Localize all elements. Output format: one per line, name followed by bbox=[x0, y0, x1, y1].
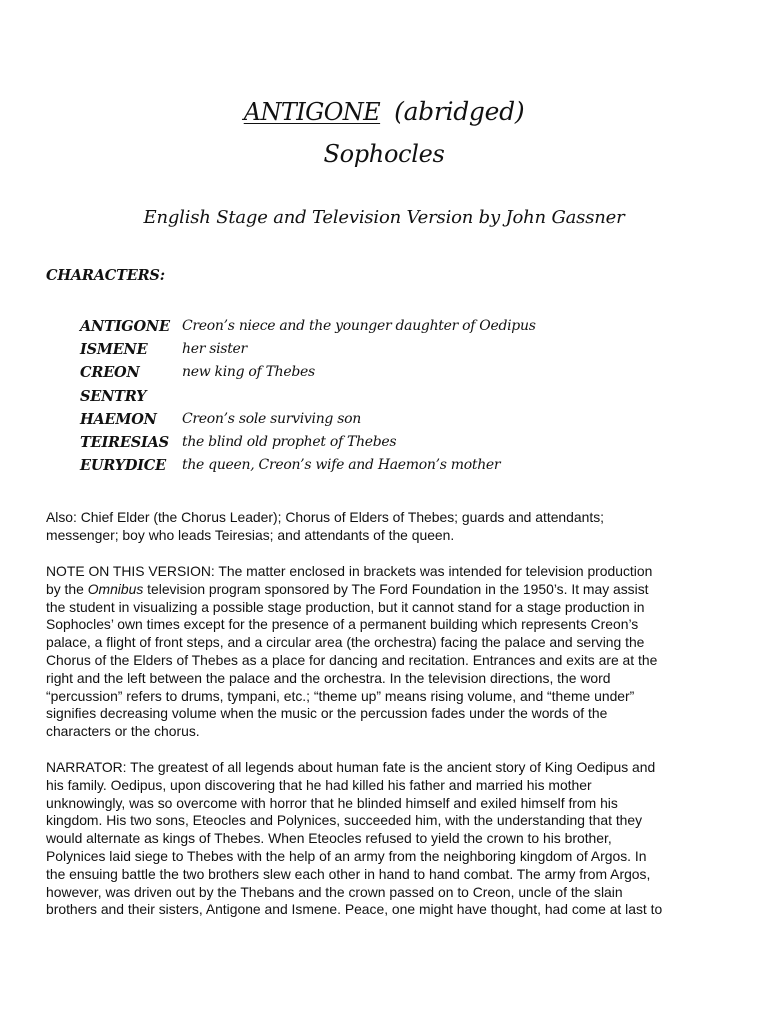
paragraph-line: brothers and their sisters, Antigone and Ismene. Peace, one might have thought, had come at last to bbox=[46, 901, 663, 918]
paragraph-line: messenger; boy who leads Teiresias; and attendants of the queen. bbox=[46, 526, 455, 543]
program-name: Omnibus bbox=[87, 580, 144, 597]
note-text-segment: television program sponsored by The Ford Foundation in the 1950’s. It may assist bbox=[143, 580, 649, 597]
character-row bbox=[80, 434, 720, 457]
paragraph-line: characters or the chorus. bbox=[46, 723, 200, 740]
paragraph-line: “percussion” refers to drums, tympani, etc.; “theme up” means rising volume, and “theme under” bbox=[46, 687, 635, 704]
paragraph-line: Chorus of the Elders of Thebes as a place for dancing and recitation. Entrances and exits are at the bbox=[46, 651, 658, 668]
character-list bbox=[80, 318, 720, 480]
version-credit: English Stage and Television Version by John Gassner bbox=[143, 207, 625, 228]
paragraph-line: unknowingly, was so overcome with horror that he blinded himself and exiled himself from his bbox=[46, 794, 618, 811]
note-paragraph bbox=[46, 563, 730, 741]
paragraph-line: however, was driven out by the Thebans and the crown passed on to Creon, uncle of the slain bbox=[46, 883, 623, 900]
character-row bbox=[80, 388, 720, 411]
character-name: EURYDICE bbox=[80, 457, 167, 475]
characters-heading: CHARACTERS: bbox=[46, 267, 165, 284]
title-line bbox=[0, 97, 768, 127]
character-description: her sister bbox=[182, 341, 247, 358]
character-name: HAEMON bbox=[80, 410, 157, 428]
character-name: ISMENE bbox=[80, 341, 148, 359]
paragraph-line: Polynices laid siege to Thebes with the help of an army from the neighboring kingdom of Argos. In bbox=[46, 847, 647, 864]
narrator-paragraph bbox=[46, 759, 730, 919]
paragraph-line: right and the left between the palace and the orchestra. In the television directions, the word bbox=[46, 669, 611, 686]
character-row bbox=[80, 341, 720, 364]
character-description: the blind old prophet of Thebes bbox=[182, 433, 397, 450]
title-suffix: (abridged) bbox=[394, 97, 525, 126]
paragraph-line: kingdom. His two sons, Eteocles and Polynices, succeeded him, with the understanding that they bbox=[46, 812, 643, 829]
character-row bbox=[80, 364, 720, 387]
play-title: ANTIGONE bbox=[243, 98, 381, 126]
character-name: CREON bbox=[80, 364, 140, 382]
character-name: SENTRY bbox=[80, 387, 147, 405]
character-row bbox=[80, 411, 720, 434]
paragraph-line: Also: Chief Elder (the Chorus Leader); Chorus of Elders of Thebes; guards and attendants; bbox=[46, 509, 604, 525]
character-name: ANTIGONE bbox=[80, 318, 170, 335]
paragraph-line: would alternate as kings of Thebes. When Eteocles refused to yield the crown to his brother, bbox=[46, 830, 612, 847]
character-row bbox=[80, 318, 720, 341]
character-description: the queen, Creon’s wife and Haemon’s mother bbox=[182, 457, 501, 474]
paragraph-line: the student in visualizing a possible stage production, but it cannot stand for a stage production in bbox=[46, 598, 645, 615]
paragraph-line: signifies decreasing volume when the music or the percussion fades under the words of the bbox=[46, 705, 608, 722]
author-name: Sophocles bbox=[323, 140, 445, 168]
character-description: Creon’s sole surviving son bbox=[182, 410, 361, 427]
paragraph-line: palace, a flight of front steps, and a circular area (the orchestra) facing the palace and serving the bbox=[46, 634, 645, 651]
paragraph-line: NOTE ON THIS VERSION: The matter enclosed in brackets was intended for television production bbox=[46, 563, 653, 579]
also-paragraph bbox=[46, 509, 730, 545]
paragraph-line bbox=[46, 581, 730, 599]
paragraph-line: his family. Oedipus, upon discovering that he had killed his father and married his mother bbox=[46, 776, 592, 793]
paragraph-line: NARRATOR: The greatest of all legends about human fate is the ancient story of King Oedipus and bbox=[46, 759, 656, 775]
character-description: Creon’s niece and the younger daughter of Oedipus bbox=[182, 318, 536, 334]
character-name: TEIRESIAS bbox=[80, 433, 169, 451]
paragraph-line: Sophocles’ own times except for the presence of a permanent building which represents Creon’s bbox=[46, 616, 639, 633]
character-description: new king of Thebes bbox=[182, 364, 315, 381]
note-text-segment: by the bbox=[46, 580, 88, 597]
paragraph-line: the ensuing battle the two brothers slew each other in hand to hand combat. The army from Argos, bbox=[46, 865, 651, 882]
character-row bbox=[80, 457, 720, 480]
